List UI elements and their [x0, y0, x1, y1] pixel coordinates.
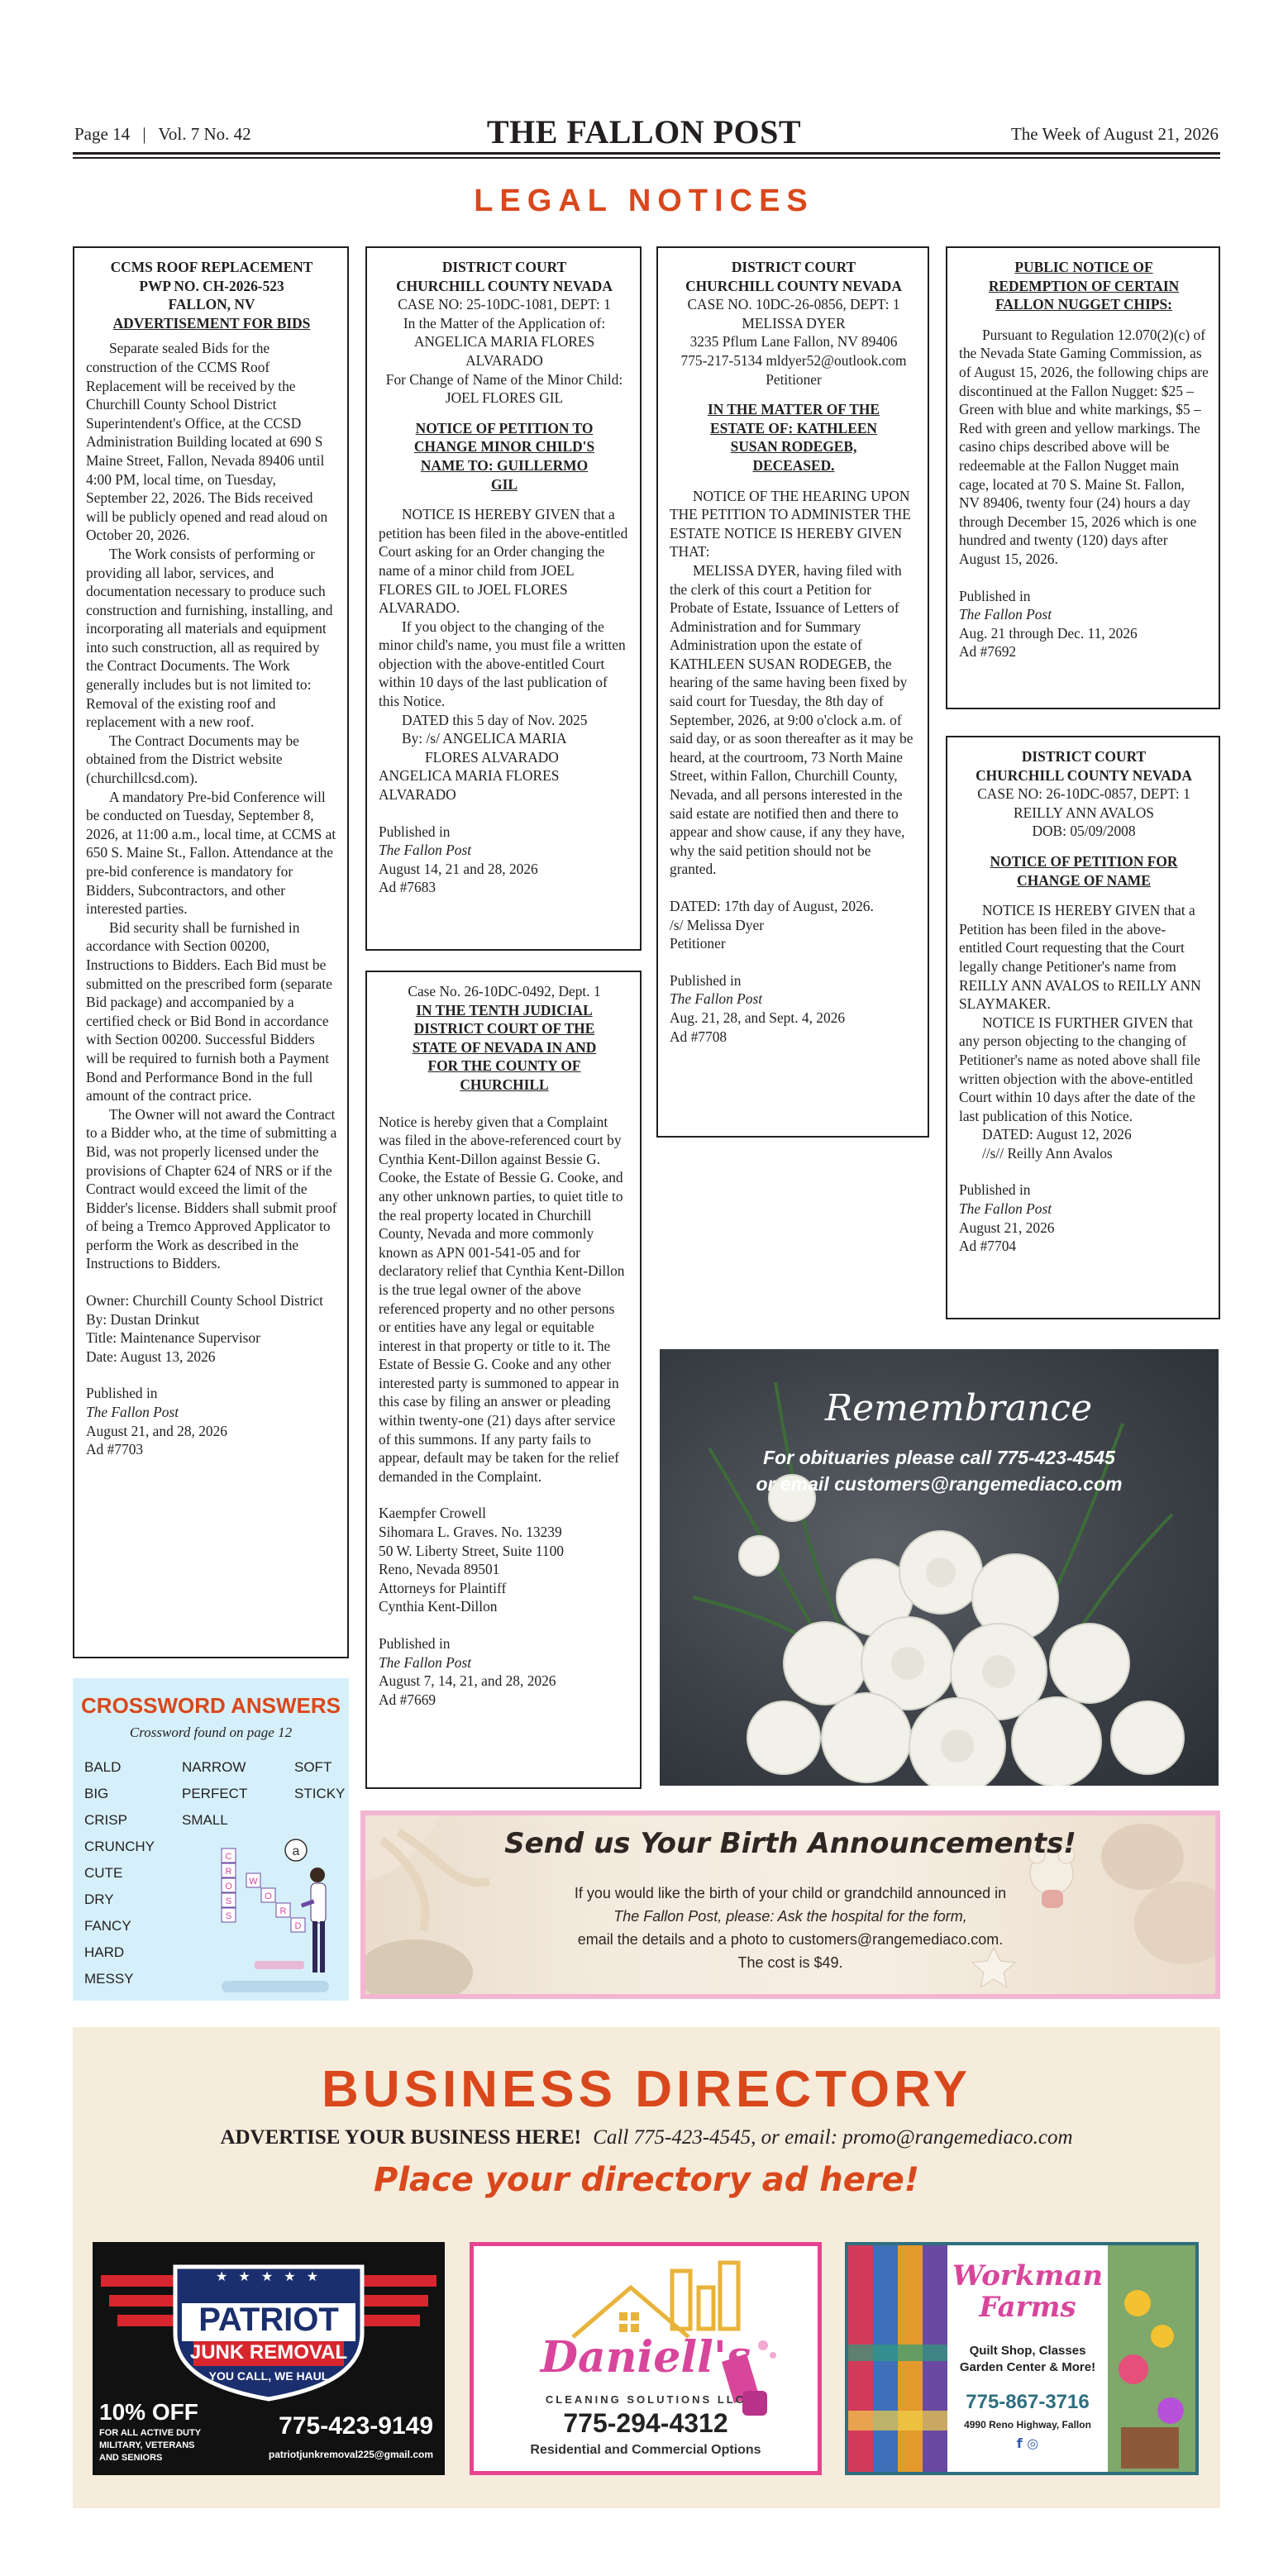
header-rule: [73, 157, 1220, 159]
daniells-phone[interactable]: 775-294-4312: [563, 2408, 728, 2438]
crossword-answer-word: SMALL: [182, 1812, 228, 1828]
crossword-grid-letter: O: [265, 1891, 272, 1901]
obituary-email[interactable]: or email customers@rangemediaco.com: [756, 1473, 1123, 1495]
workman-social-icons[interactable]: f ◎: [1016, 2435, 1039, 2451]
crossword-answer-word: MESSY: [84, 1971, 134, 1987]
crossword-answer-word: SOFT: [294, 1759, 332, 1775]
notice-rodegeb-estate: DISTRICT COURT CHURCHILL COUNTY NEVADA CASE NO. 10DC-26-0856, DEPT: 1 MELISSA DYER 3235 Pflum Lane Fallon, NV 89406 775-217-5134 mldyer52@outlook.com Petitioner IN THE MATTER OF THE ESTATE OF: KATHLEEN SUSAN RODEGEB, DECEASED. NOTICE OF THE HEARING UPON THE PETITION TO ADMINISTER THE ESTATE NOTICE IS HEREBY GIVEN THAT: MELISSA DYER, having filed with the clerk of this court a Petition for Probate of Estate, Issuance of Letters of Administration and for Summary Administration upon the estate of KATHLEEN SUSAN RODEGEB, the hearing of the same having been fixed by said court for Tuesday, the 8th day of September, 2026, at 9:00 o'clock a.m. of said day, or as soon thereafter as it may be heard, at the courtroom, 73 North Maine Street, within Fallon, Churchill County, Nevada, and all persons interested in the said estate are notified then and there to appear and show cause, if any they have, why the said petition should not be granted. DATED: 17th day of August, 2026. /s/ Melissa Dyer Petitioner Published in The Fallon Post Aug. 21, 28, and Sept. 4, 2026 Ad #7708: [656, 246, 929, 1138]
notice-nugget-chips: PUBLIC NOTICE OF REDEMPTION OF CERTAIN FALLON NUGGET CHIPS: Pursuant to Regulation 12.070(2)(c) of the Nevada State Gaming Commission, as of August 15, 2026, the following chips are discontinued at the Fallon Nugget: $25 – Green with blue and white markings, $5 – Red with green and yellow markings. The casino chips described above will be redeemable at the Fallon Nugget main cage, located at 70 S. Maine St. Fallon, NV 89406, twenty four (24) hours a day through December 15, 2026 which is one hundred and twenty (120) days after August 15, 2026. Published in The Fallon Post Aug. 21 through Dec. 11, 2026 Ad #7692: [946, 246, 1220, 709]
remembrance-title: Remembrance: [825, 1387, 1093, 1429]
patriot-email[interactable]: patriotjunkremoval225@gmail.com: [268, 2449, 433, 2460]
crossword-answer-word: CRUNCHY: [84, 1839, 155, 1854]
patriot-stars: ★ ★ ★ ★ ★: [215, 2268, 322, 2284]
crossword-answer-word: BIG: [84, 1786, 109, 1801]
birth-email[interactable]: email the details and a photo to customers@rangemediaco.com.: [577, 1931, 1004, 1948]
daniells-tagline: Residential and Commercial Options: [530, 2443, 761, 2457]
crossword-answer-word: NARROW: [182, 1759, 246, 1775]
crossword-grid-letter: S: [225, 1896, 232, 1906]
workman-address: 4990 Reno Highway, Fallon: [964, 2419, 1091, 2431]
remembrance-ad[interactable]: [660, 1349, 1219, 1786]
birth-cost: The cost is $49.: [737, 1954, 843, 1971]
birth-text-line: If you would like the birth of your child or grandchild announced in: [574, 1885, 1007, 1901]
directory-advertise: ADVERTISE YOUR BUSINESS HERE! Call 775-423-4545, or email: promo@rangemediaco.com: [220, 2126, 1073, 2149]
ad-patriot-junk-removal[interactable]: [93, 2242, 445, 2475]
daniells-name: Daniell's: [540, 2332, 751, 2383]
crossword-answer-word: STICKY: [294, 1786, 346, 1801]
crossword-grid-letter: W: [249, 1877, 258, 1887]
workman-services: Quilt Shop, Classes Garden Center & More!: [959, 2344, 1096, 2374]
crossword-bubble-letter: a: [292, 1844, 300, 1858]
crossword-answer-word: CRISP: [84, 1812, 127, 1828]
crossword-answer-word: DRY: [84, 1891, 114, 1907]
obituary-phone[interactable]: For obituaries please call 775-423-4545: [763, 1447, 1115, 1468]
workman-name: Workman Farms: [952, 2259, 1104, 2324]
crossword-answer-word: FANCY: [84, 1918, 131, 1934]
directory-contact[interactable]: Call 775-423-4545, or email: promo@rangemediaco.com: [593, 2126, 1073, 2149]
patriot-tagline: YOU CALL, WE HAUL: [208, 2369, 329, 2383]
page-number: Page 14 | Vol. 7 No. 42: [74, 124, 251, 144]
crossword-answer-word: BALD: [84, 1759, 122, 1775]
birth-announcements-ad[interactable]: [360, 1810, 1220, 1999]
daniells-subtitle: CLEANING SOLUTIONS LLC: [545, 2393, 747, 2406]
birth-text-line: The Fallon Post, please: Ask the hospital for the form,: [613, 1908, 967, 1925]
patriot-name: PATRIOT: [198, 2302, 339, 2338]
section-title: LEGAL NOTICES: [474, 184, 814, 218]
crossword-answer-word: PERFECT: [182, 1786, 248, 1801]
crossword-title: CROSSWORD ANSWERS: [81, 1693, 341, 1718]
crossword-answer-word: CUTE: [84, 1865, 123, 1881]
notice-avalos-name-change: DISTRICT COURT CHURCHILL COUNTY NEVADA CASE NO: 26-10DC-0857, DEPT: 1 REILLY ANN AVALOS DOB: 05/09/2008 NOTICE OF PETITION FOR CHANGE OF NAME NOTICE IS HEREBY GIVEN that a Petition has been filed in the above-entitled Court requesting that the Court legally change Petitioner's name from REILLY ANN AVALOS to REILLY ANN SLAYMAKER. NOTICE IS FURTHER GIVEN that any person objecting to the changing of Petitioner's name as noted above shall file written objection with the above-entitled Court within 10 days after the date of the last publication of this Notice. DATED: August 12, 2026 //s// Reilly Ann Avalos Published in The Fallon Post August 21, 2026 Ad #7704: [946, 736, 1220, 1319]
crossword-grid-letter: C: [225, 1852, 232, 1862]
masthead-title[interactable]: THE FALLON POST: [486, 113, 802, 150]
workman-phone[interactable]: 775-867-3716: [966, 2391, 1090, 2413]
ad-daniells-cleaning[interactable]: [470, 2242, 822, 2475]
notice-flores-name-change: DISTRICT COURT CHURCHILL COUNTY NEVADA CASE NO: 25-10DC-1081, DEPT: 1 In the Matter of the Application of: ANGELICA MARIA FLORES ALVARADO For Change of Name of the Minor Child: JOEL FLORES GIL NOTICE OF PETITION TO CHANGE MINOR CHILD'S NAME TO: GUILLERMO GIL NOTICE IS HEREBY GIVEN that a petition has been filed in the above-entitled Court asking for an Order changing the name of a minor child from JOEL FLORES GIL to JOEL FLORES ALVARADO. If you object to the changing of the minor child's name, you must file a written objection with the above-entitled Court within 10 days of the last publication of this Notice. DATED this 5 day of Nov. 2025 By: /s/ ANGELICA MARIA FLORES ALVARADO ANGELICA MARIA FLORES ALVARADO Published in The Fallon Post August 14, 21 and 28, 2026 Ad #7683: [365, 246, 642, 951]
crossword-grid-letter: R: [225, 1867, 232, 1877]
crossword-subtitle: Crossword found on page 12: [129, 1724, 293, 1740]
crossword-grid-letter: D: [294, 1921, 302, 1931]
ad-workman-farms[interactable]: [845, 2242, 1199, 2475]
crossword-grid-letter: S: [225, 1911, 232, 1921]
patriot-phone[interactable]: 775-423-9149: [279, 2412, 433, 2440]
business-directory: [73, 2027, 1220, 2508]
crossword-grid-letter: R: [279, 1906, 287, 1916]
patriot-discount: 10% OFF: [99, 2399, 198, 2425]
header-rule: [73, 152, 1220, 155]
crossword-grid-letter: O: [225, 1882, 232, 1891]
notice-cooke-quiet-title: Case No. 26-10DC-0492, Dept. 1 IN THE TENTH JUDICIAL DISTRICT COURT OF THE STATE OF NEVADA IN AND FOR THE COUNTY OF CHURCHILL Notice is hereby given that a Complaint was filed in the above-referenced court by Cynthia Kent-Dillon against Bessie G. Cooke, the Estate of Bessie G. Cooke, and any other unknown parties, to quiet title to the real property located in Churchill County, Nevada and more commonly known as APN 001-541-05 and for declaratory relief that Cynthia Kent-Dillon is the true legal owner of the above referenced property and no other persons or entities have any legal or equitable interest in that property or title to it. The Estate of Bessie G. Cooke and any other interested party is summoned to appear in this case by filing an answer or pleading within twenty-one (21) days after service of this summons. If any party fails to appear, default may be taken for the relief demanded in the Complaint. Kaempfer Crowell Sihomara L. Graves. No. 13239 50 W. Liberty Street, Suite 1100 Reno, Nevada 89501 Attorneys for Plaintiff Cynthia Kent-Dillon Published in The Fallon Post August 7, 14, 21, and 28, 2026 Ad #7669: [365, 971, 642, 1789]
birth-title: Send us Your Birth Announcements!: [504, 1827, 1076, 1860]
crossword-answer-word: HARD: [84, 1944, 125, 1960]
patriot-discount-terms: FOR ALL ACTIVE DUTY MILITARY, VETERANS AND SENIORS: [99, 2428, 202, 2463]
crossword-illustration-icon: [197, 1815, 346, 1999]
patriot-subname: JUNK REMOVAL: [189, 2341, 348, 2364]
crossword-answers: [73, 1678, 349, 2001]
directory-place-ad[interactable]: Place your directory ad here!: [374, 2161, 919, 2199]
directory-title: BUSINESS DIRECTORY: [322, 2061, 971, 2118]
issue-date: The Week of August 21, 2026: [1010, 124, 1219, 144]
notice-ccms-roof: CCMS ROOF REPLACEMENT PWP NO. CH-2026-523 FALLON, NV ADVERTISEMENT FOR BIDS Separate sealed Bids for the construction of the CCMS Roof Replacement will be received by the Churchill County School District Superintendent's Office, at the CCSD Administration Building located at 690 S Maine Street, Fallon, Nevada 89406 until 4:00 PM, local time, on Tuesday, September 22, 2026. The Bids received will be publicly opened and read aloud on October 20, 2026. The Work consists of performing or providing all labor, services, and documentation necessary to produce such construction and furnishing, installing, and incorporating all materials and equipment into such construction, all as required by the Contract Documents. The Work generally includes but is not limited to: Removal of the existing roof and replacement with a new roof. The Contract Documents may be obtained from the District website (churchillcsd.com). A mandatory Pre-bid Conference will be conducted on Tuesday, September 8, 2026, at 11:00 a.m., local time, at CCMS at 650 S. Maine St., Fallon. Attendance at the pre-bid conference is mandatory for Bidders, Subcontractors, and other interested parties. Bid security shall be furnished in accordance with Section 00200, Instructions to Bidders. Each Bid must be submitted on the prescribed form (separate Bid package) and accompanied by a certified check or Bid Bond in accordance with Section 00200. Successful Bidders will be required to furnish both a Payment Bond and Performance Bond in the full amount of the contract price. The Owner will not award the Contract to a Bidder who, at the time of submitting a Bid, was not properly licensed under the provisions of Chapter 624 of NRS or if the Contract would exceed the limit of the Bidder's license. Bidders shall submit proof of being a Tremco Approved Applicator to perform the Work as described in the Instructions to Bidders. Owner: Churchill County School District By: Dustan Drinkut Title: Maintenance Supervisor Date: August 13, 2026 Published in The Fallon Post August 21, and 28, 2026 Ad #7703: [73, 246, 349, 1658]
